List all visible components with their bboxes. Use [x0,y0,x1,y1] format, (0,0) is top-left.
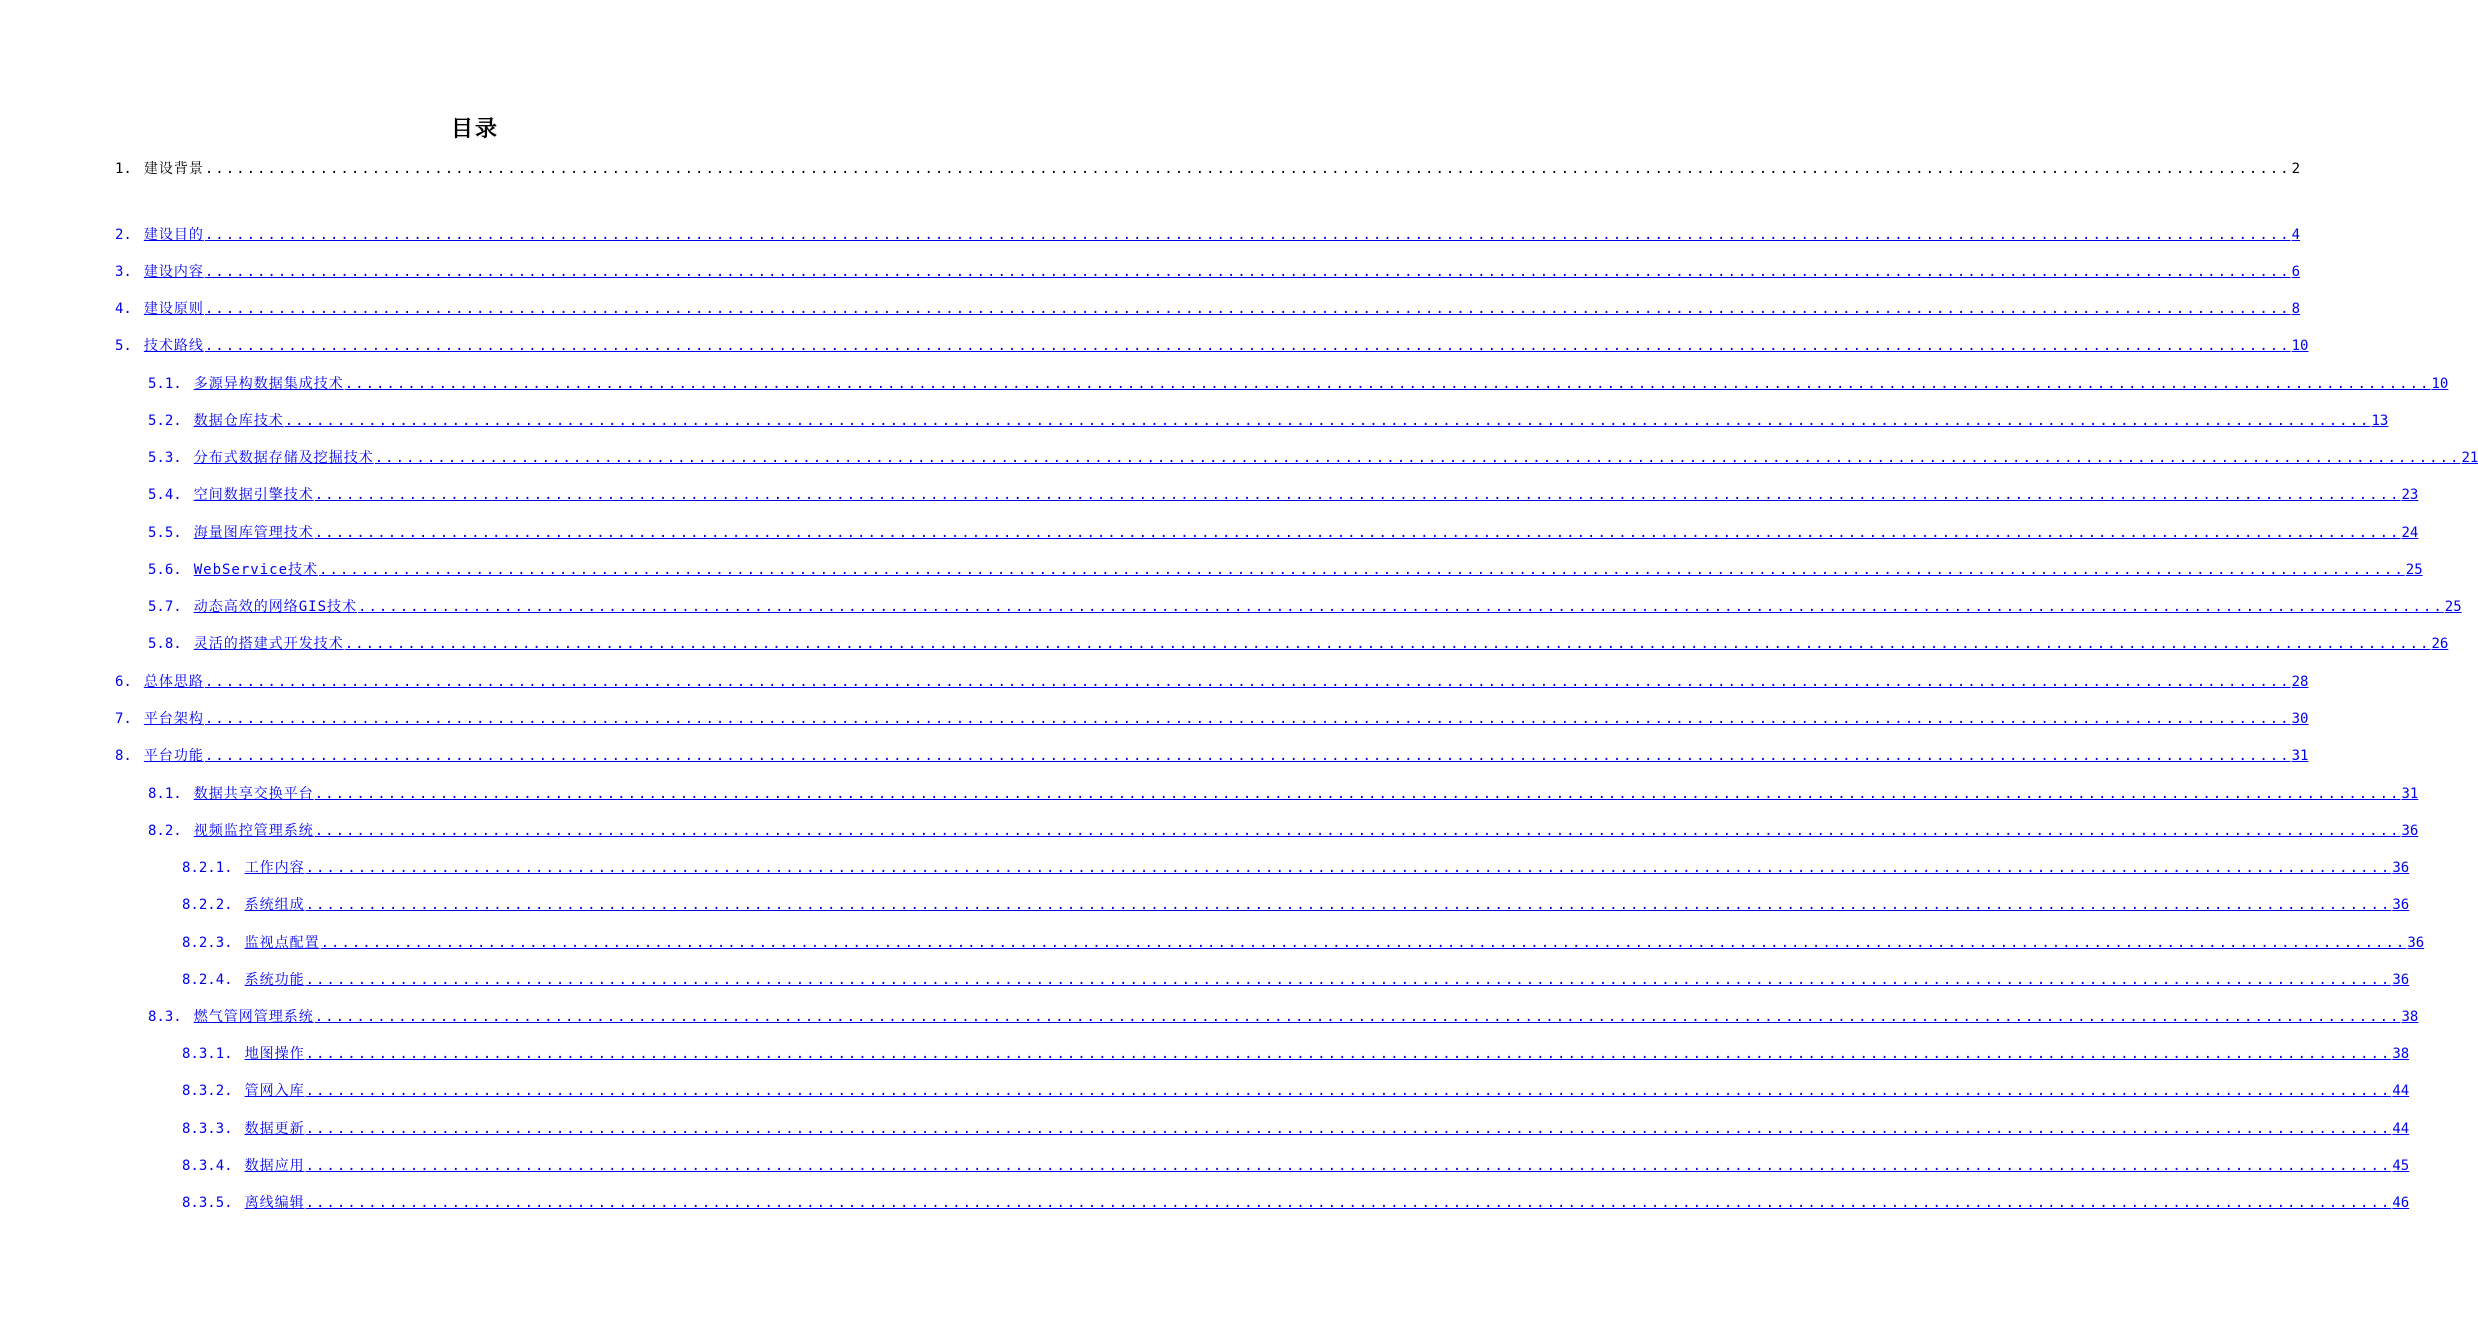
toc-entry-text: 建设背景 [143,161,204,177]
toc-entry[interactable] [182,1194,2410,1212]
toc-entry[interactable] [148,561,2423,579]
toc-entry-number: 8.1. [148,786,182,802]
toc-leader-dots: ........................................................................................................................................................................................................ [204,264,2291,280]
toc-entry-text: 离线编辑 [244,1195,305,1211]
toc-entry-text: 工作内容 [244,860,305,876]
toc-entry-page: 23 [2401,487,2419,503]
toc-entry-page: 31 [2291,748,2309,764]
toc-entry-page: 10 [2291,338,2309,354]
toc-entry-text: 燃气管网管理系统 [193,1009,314,1025]
toc-entry-text: 动态高效的网络GIS技术 [193,599,358,615]
toc-entry-page: 46 [2392,1195,2410,1211]
toc-leader-dots: ........................................................................................................................................................................................................ [305,1195,2392,1211]
toc-leader-dots: ........................................................................................................................................................................................................ [320,935,2407,951]
toc-leader-dots: ........................................................................................................................................................................................................ [344,636,2431,652]
toc-entry-number: 2. [115,227,132,243]
toc-entry-number: 8.3.5. [182,1195,233,1211]
toc-entry-number: 5.7. [148,599,182,615]
toc-entry-page: 30 [2291,711,2309,727]
toc-entry [115,160,2301,178]
toc-entry-text: 平台功能 [143,748,204,764]
toc-entry-text: 总体思路 [143,674,204,690]
toc-entry[interactable] [115,337,2309,355]
toc-entry-page: 28 [2291,674,2309,690]
toc-entry[interactable] [182,1082,2410,1100]
toc-entry-number: 7. [115,711,132,727]
toc-entry-number: 5.5. [148,525,182,541]
toc-entry[interactable] [115,710,2309,728]
toc-leader-dots: ........................................................................................................................................................................................................ [305,1046,2392,1062]
toc-entry-page: 24 [2401,525,2419,541]
toc-leader-dots: ........................................................................................................................................................................................................ [374,450,2461,466]
toc-entry-number: 3. [115,264,132,280]
toc-entry-number: 8.3. [148,1009,182,1025]
toc-entry[interactable] [148,375,2449,393]
toc-entry-text: 管网入库 [244,1083,305,1099]
toc-entry[interactable] [182,1157,2410,1175]
toc-entry-page: 38 [2392,1046,2410,1062]
toc-entry-text: 系统组成 [244,897,305,913]
toc-entry-number: 5.6. [148,562,182,578]
toc-leader-dots: ........................................................................................................................................................................................................ [284,413,2371,429]
toc-entry[interactable] [148,598,2462,616]
toc-entry-text: 系统功能 [244,972,305,988]
toc-leader-dots: ........................................................................................................................................................................................................ [305,972,2392,988]
toc-entry-text: 灵活的搭建式开发技术 [193,636,344,652]
toc-entry-page: 38 [2401,1009,2419,1025]
toc-entry[interactable] [115,300,2301,318]
toc-entry-page: 25 [2444,599,2462,615]
toc-leader-dots: ........................................................................................................................................................................................................ [314,525,2401,541]
toc-entry[interactable] [182,896,2410,914]
toc-entry-number: 8.3.2. [182,1083,233,1099]
toc-entry[interactable] [115,226,2301,244]
toc-leader-dots: ........................................................................................................................................................................................................ [204,674,2291,690]
toc-leader-dots: ........................................................................................................................................................................................................ [314,786,2401,802]
toc-entry[interactable] [182,971,2410,989]
toc-entry[interactable] [148,449,2478,467]
toc-entry-text: 视频监控管理系统 [193,823,314,839]
toc-entry[interactable] [148,822,2419,840]
toc-entry[interactable] [148,412,2389,430]
toc-entry-number: 8.2.1. [182,860,233,876]
toc-entry-page: 8 [2291,301,2301,317]
toc-entry-text: 海量图库管理技术 [193,525,314,541]
toc-leader-dots: ........................................................................................................................................................................................................ [305,1121,2392,1137]
toc-entry-number: 8.3.3. [182,1121,233,1137]
toc-entry-text: 建设目的 [143,227,204,243]
toc-leader-dots: ........................................................................................................................................................................................................ [314,487,2401,503]
toc-entry-number: 8.2.4. [182,972,233,988]
toc-entry-page: 31 [2401,786,2419,802]
toc-entry-page: 44 [2392,1121,2410,1137]
toc-entry-number: 1. [115,161,132,177]
toc-entry-text: 数据更新 [244,1121,305,1137]
toc-entry-text: 监视点配置 [244,935,320,951]
toc-entry-page: 26 [2431,636,2449,652]
toc-leader-dots: ........................................................................................................................................................................................................ [204,301,2291,317]
toc-entry[interactable] [148,785,2419,803]
toc-entry-number: 8.2.2. [182,897,233,913]
toc-entry-text: 空间数据引擎技术 [193,487,314,503]
toc-entry-page: 4 [2291,227,2301,243]
toc-leader-dots: ........................................................................................................................................................................................................ [204,227,2291,243]
toc-entry[interactable] [115,673,2309,691]
toc-leader-dots: ........................................................................................................................................................................................................ [344,376,2431,392]
toc-leader-dots: ........................................................................................................................................................................................................ [305,897,2392,913]
toc-entry-number: 8.3.4. [182,1158,233,1174]
toc-entry-number: 4. [115,301,132,317]
toc-entry[interactable] [115,263,2301,281]
toc-title: 目录 [450,117,499,142]
toc-leader-dots: ........................................................................................................................................................................................................ [358,599,2444,615]
toc-entry-page: 25 [2405,562,2423,578]
toc-entry-page: 36 [2392,972,2410,988]
toc-entry[interactable] [182,1045,2410,1063]
toc-entry-number: 5. [115,338,132,354]
toc-entry-number: 5.4. [148,487,182,503]
toc-entry-text: 建设原则 [143,301,204,317]
toc-entry-page: 36 [2407,935,2425,951]
toc-entry-text: 数据应用 [244,1158,305,1174]
toc-leader-dots: ........................................................................................................................................................................................................ [314,823,2401,839]
toc-entry-page: 13 [2371,413,2389,429]
toc-entry[interactable] [182,859,2410,877]
toc-entry-number: 5.2. [148,413,182,429]
toc-entry-number: 8. [115,748,132,764]
toc-leader-dots: ........................................................................................................................................................................................................ [305,860,2392,876]
toc-leader-dots: ........................................................................................................................................................................................................ [305,1158,2392,1174]
toc-leader-dots: ........................................................................................................................................................................................................ [204,161,2291,177]
toc-leader-dots: ........................................................................................................................................................................................................ [319,562,2405,578]
toc-leader-dots: ........................................................................................................................................................................................................ [204,748,2291,764]
toc-entry-number: 6. [115,674,132,690]
toc-entry-text: 多源异构数据集成技术 [193,376,344,392]
toc-entry-number: 5.1. [148,376,182,392]
toc-leader-dots: ........................................................................................................................................................................................................ [204,338,2291,354]
toc-entry-number: 8.3.1. [182,1046,233,1062]
toc-entry-page: 36 [2392,860,2410,876]
toc-entry-page: 6 [2291,264,2301,280]
toc-entry-text: WebService技术 [193,562,319,578]
toc-entry-number: 8.2. [148,823,182,839]
toc-entry-text: 建设内容 [143,264,204,280]
toc-entry[interactable] [148,1008,2419,1026]
toc-entry-text: 平台架构 [143,711,204,727]
toc-leader-dots: ........................................................................................................................................................................................................ [314,1009,2401,1025]
toc-entry[interactable] [182,934,2425,952]
toc-entry-text: 数据共享交换平台 [193,786,314,802]
toc-entry[interactable] [182,1120,2410,1138]
toc-entry-text: 分布式数据存储及挖掘技术 [193,450,374,466]
toc-entry[interactable] [148,635,2449,653]
toc-entry-text: 地图操作 [244,1046,305,1062]
toc-entry[interactable] [148,524,2419,542]
toc-entry-page: 36 [2401,823,2419,839]
toc-entry-number: 8.2.3. [182,935,233,951]
toc-entry-page: 45 [2392,1158,2410,1174]
toc-entry-page: 2 [2291,161,2301,177]
toc-entry-page: 44 [2392,1083,2410,1099]
toc-entry-text: 技术路线 [143,338,204,354]
toc-entry-page: 10 [2431,376,2449,392]
toc-entry-page: 36 [2392,897,2410,913]
toc-entry-page: 21 [2461,450,2478,466]
toc-entry-number: 5.8. [148,636,182,652]
toc-leader-dots: ........................................................................................................................................................................................................ [204,711,2291,727]
toc-entry-text: 数据仓库技术 [193,413,284,429]
toc-entry-number: 5.3. [148,450,182,466]
toc-leader-dots: ........................................................................................................................................................................................................ [305,1083,2392,1099]
toc-entry[interactable] [115,747,2309,765]
toc-entry[interactable] [148,486,2419,504]
